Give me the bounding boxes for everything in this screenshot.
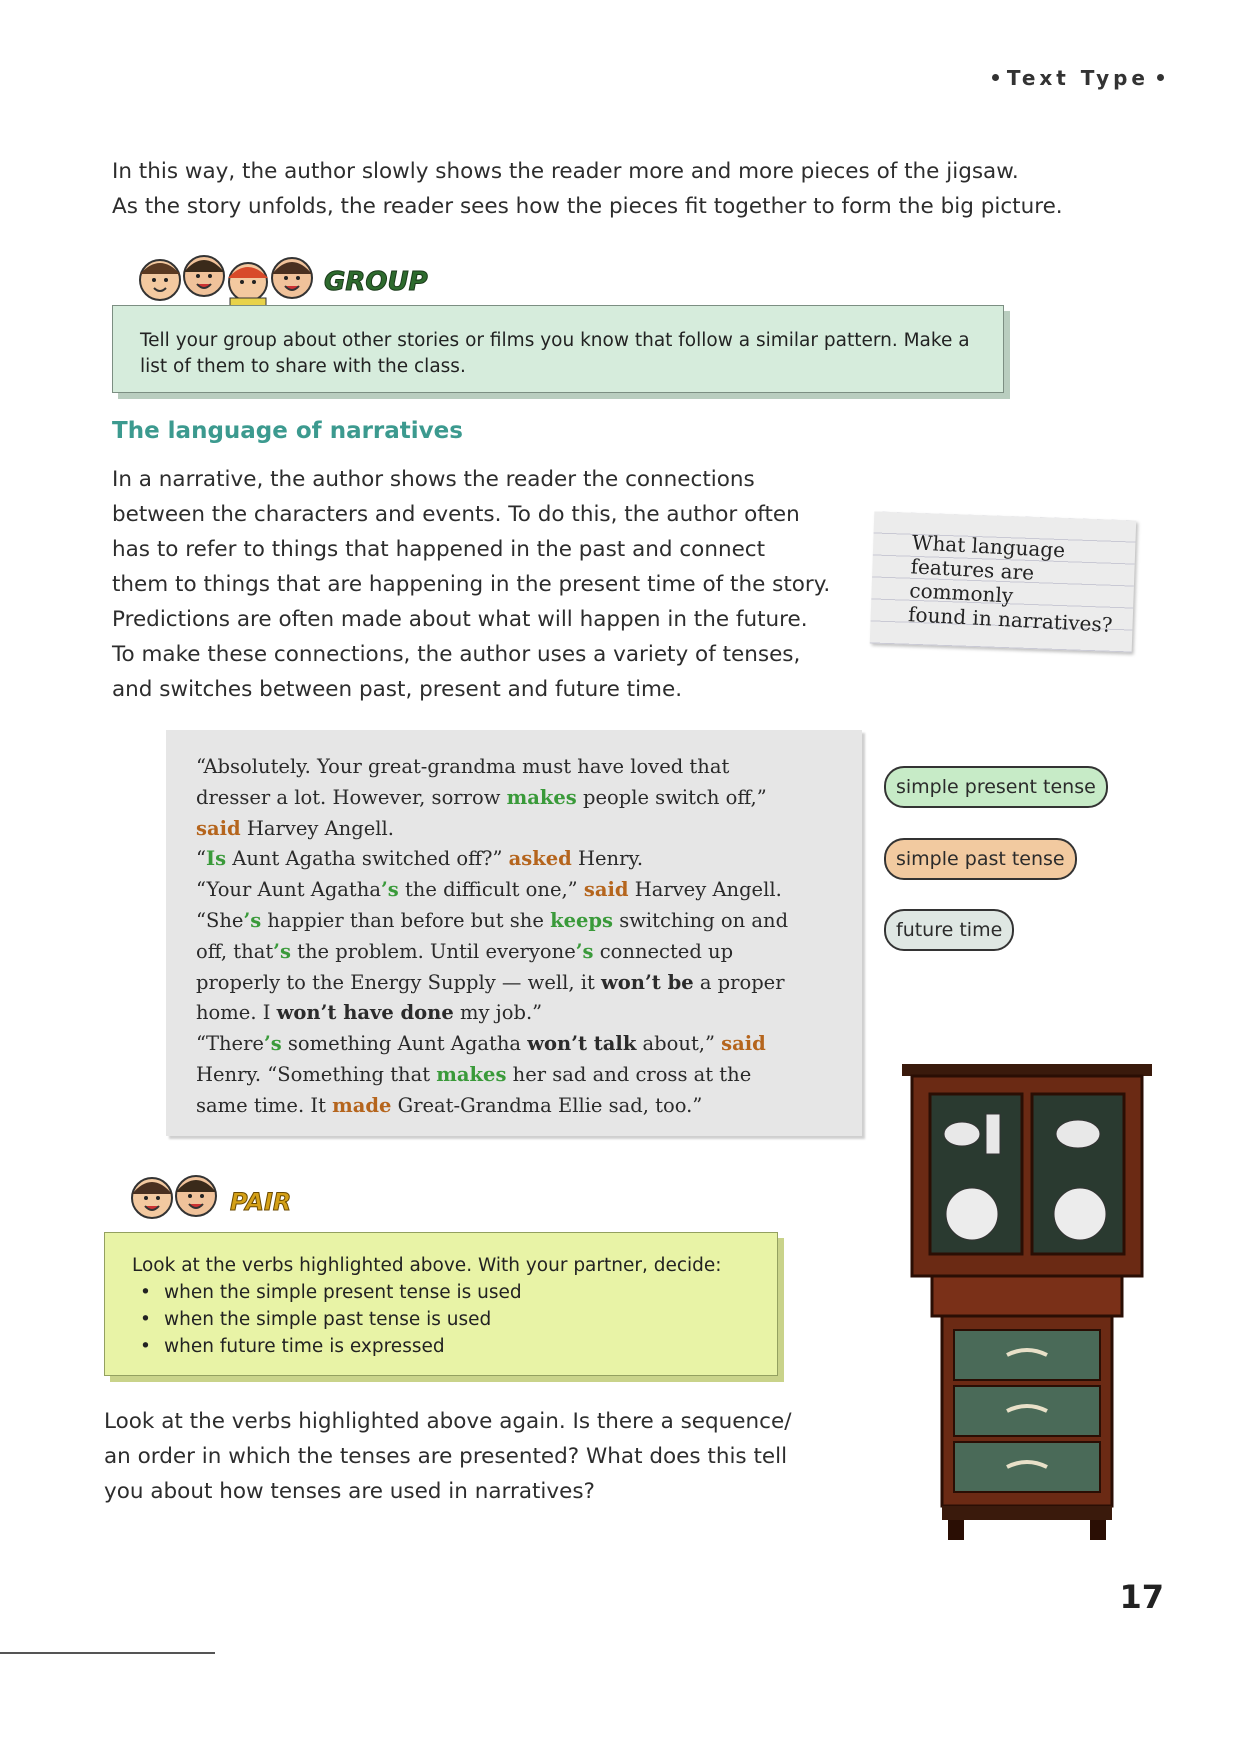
- verb-past: said: [196, 816, 241, 840]
- intro-paragraph: [112, 154, 1112, 224]
- verb-past: said: [583, 878, 629, 902]
- group-banner-label: GROUP: [324, 267, 428, 297]
- paragraph-line: In a narrative, the author shows the reader the connections: [112, 467, 755, 492]
- paragraph-line: To make these connections, the author uses a variety of tenses,: [112, 642, 801, 667]
- kid-face-icon: [272, 258, 312, 298]
- kid-face-icon: [184, 256, 224, 296]
- intro-line: In this way, the author slowly shows the reader more and more pieces of the jigsaw.: [112, 159, 1019, 184]
- pair-banner-label: PAIR: [230, 1188, 292, 1216]
- question-line: an order in which the tenses are presented? What does this tell: [104, 1444, 788, 1469]
- verb-present: Is: [205, 847, 227, 871]
- quote-text: “Absolutely. Your great-grandma must have loved that dresser a lot. However, sorrow makes people switch off,” said Harvey Angell. “Is Aunt Agatha switched off?” asked Henry. “Your Aunt Agatha’s the difficult one,” said Harvey Angell. “She’s happier than before but she keeps switching on and off, that’s the problem. Until everyone’s connected up properly to the Energy Supply — well, it won’t be a proper home. I won’t have done my job.” “There’s something Aunt Agatha won’t talk about,” said Henry. “Something that makes her sad and cross at the same time. It made Great-Grandma Ellie sad, too.”: [196, 755, 789, 1117]
- verb-past: made: [332, 1093, 392, 1117]
- kid-face-icon: [176, 1176, 216, 1216]
- list-item: • when future time is expressed: [132, 1333, 772, 1360]
- paragraph-line: between the characters and events. To do this, the author often: [112, 502, 800, 527]
- dresser-illustration: [882, 1044, 1172, 1544]
- question-line: Look at the verbs highlighted above again. Is there a sequence/: [104, 1409, 792, 1434]
- page-number: 17: [1119, 1578, 1164, 1616]
- verb-future: won’t talk: [527, 1032, 637, 1056]
- verb-past: asked: [508, 847, 572, 871]
- bullet-icon: [1157, 74, 1164, 81]
- verb-present: makes: [436, 1062, 507, 1086]
- bullet-icon: [992, 74, 999, 81]
- list-item: • when the simple past tense is used: [132, 1306, 772, 1333]
- narratives-paragraph: [112, 462, 872, 707]
- section-heading: The language of narratives: [112, 418, 463, 444]
- verb-present: makes: [506, 785, 577, 809]
- kid-face-icon: [140, 260, 180, 300]
- pair-intro: Look at the verbs highlighted above. With your partner, decide:: [132, 1255, 722, 1276]
- verb-past: said: [721, 1032, 766, 1056]
- paragraph-line: has to refer to things that happened in the past and connect: [112, 537, 766, 562]
- bottom-rule: [0, 1652, 215, 1654]
- verb-present: ’s: [380, 878, 399, 902]
- question-line: you about how tenses are used in narratives?: [104, 1479, 595, 1504]
- verb-present: keeps: [550, 908, 613, 932]
- kid-face-icon: [132, 1178, 172, 1218]
- pair-list: [132, 1279, 772, 1360]
- pair-activity-text: [132, 1252, 772, 1360]
- paragraph-line: Predictions are often made about what will happen in the future.: [112, 607, 808, 632]
- verb-future: won’t have done: [276, 1001, 454, 1025]
- verb-present: ’s: [243, 908, 262, 932]
- verb-present: ’s: [575, 939, 594, 963]
- pair-kids-illustration: [112, 1162, 332, 1234]
- closing-question: [104, 1404, 844, 1509]
- section-tag: Text Type: [984, 66, 1172, 90]
- verb-present: ’s: [263, 1032, 282, 1056]
- paragraph-line: and switches between past, present and future time.: [112, 677, 683, 702]
- verb-future: won’t be: [601, 970, 694, 994]
- legend-simple-past: simple past tense: [884, 838, 1077, 880]
- intro-line: As the story unfolds, the reader sees how the pieces fit together to form the big picture.: [112, 194, 1063, 219]
- list-item: • when the simple present tense is used: [132, 1279, 772, 1306]
- legend-future-time: future time: [884, 909, 1014, 951]
- note-card-text: What language features are commonly found in narratives?: [907, 530, 1114, 637]
- group-activity-text: Tell your group about other stories or films you know that follow a similar pattern. Make a list of them to share with the class.: [140, 330, 970, 377]
- legend-simple-present: simple present tense: [884, 766, 1108, 808]
- paragraph-line: them to things that are happening in the present time of the story.: [112, 572, 831, 597]
- verb-present: ’s: [273, 939, 291, 963]
